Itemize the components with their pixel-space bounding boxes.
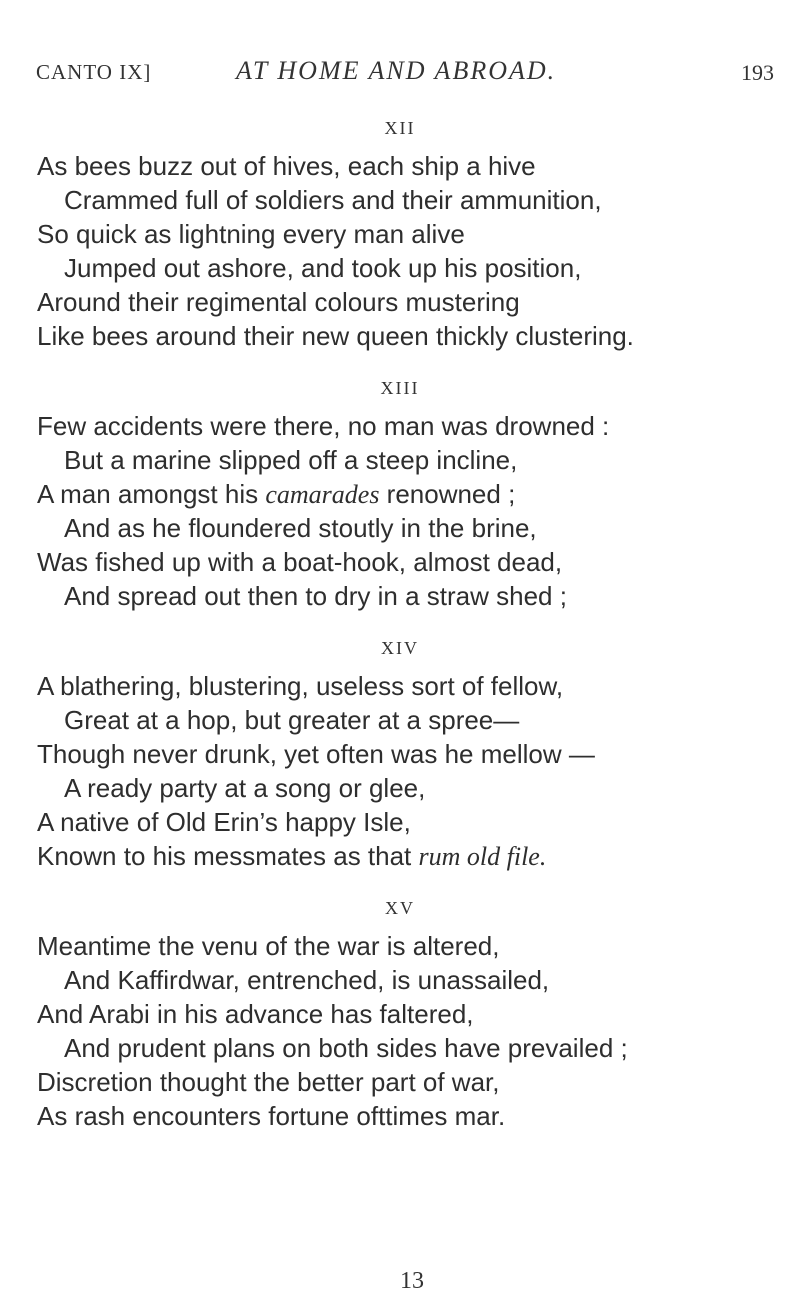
poem-line xyxy=(37,839,546,874)
stanza-number: XIII xyxy=(380,378,420,398)
poem-line: A native of Old Erin’s happy Isle, xyxy=(37,807,411,837)
italic-word: camarades xyxy=(265,480,380,509)
poem-line: Few accidents were there, no man was drowned : xyxy=(37,411,610,441)
signature-mark: 13 xyxy=(400,1268,424,1294)
line-text: renowned ; xyxy=(379,479,516,509)
poem-line: As rash encounters fortune ofttimes mar. xyxy=(37,1101,506,1131)
poem-line: And prudent plans on both sides have prevailed ; xyxy=(64,1033,628,1063)
poem-line: So quick as lightning every man alive xyxy=(37,219,465,249)
running-head-title: AT HOME AND ABROAD. xyxy=(236,56,557,85)
stanza-number: XV xyxy=(385,898,415,918)
poem-line: Though never drunk, yet often was he mellow — xyxy=(37,739,595,769)
poem-line: Jumped out ashore, and took up his position, xyxy=(64,253,582,283)
poem-line: Was fished up with a boat-hook, almost dead, xyxy=(37,547,563,577)
running-head-canto: CANTO IX] xyxy=(36,60,152,84)
page-number: 193 xyxy=(741,60,774,85)
poem-line: A ready party at a song or glee, xyxy=(64,773,426,803)
poem-line xyxy=(37,477,515,512)
stanza-number: XII xyxy=(384,118,416,138)
poem-line: Crammed full of soldiers and their ammunition, xyxy=(64,185,602,215)
poem-line: And Kaffirdwar, entrenched, is unassailed, xyxy=(64,965,550,995)
poem-line: And spread out then to dry in a straw shed ; xyxy=(64,581,567,611)
italic-phrase: rum old file. xyxy=(418,842,547,871)
poem-line: Meantime the venu of the war is altered, xyxy=(37,931,500,961)
poem-line: Great at a hop, but greater at a spree— xyxy=(64,705,520,735)
running-head xyxy=(36,56,774,92)
poem-line: As bees buzz out of hives, each ship a hive xyxy=(37,151,536,181)
poem-line: Around their regimental colours mustering xyxy=(37,287,520,317)
poem-line: Like bees around their new queen thickly clustering. xyxy=(37,321,634,351)
line-text: A man amongst his xyxy=(37,479,266,509)
poem-line: A blathering, blustering, useless sort of fellow, xyxy=(37,671,564,701)
stanza-number: XIV xyxy=(381,638,419,658)
poem-line: But a marine slipped off a steep incline, xyxy=(64,445,518,475)
poem-line: And as he floundered stoutly in the brine, xyxy=(64,513,537,543)
poem-line: And Arabi in his advance has faltered, xyxy=(37,999,474,1029)
poem-line: Discretion thought the better part of war, xyxy=(37,1067,500,1097)
line-text: Known to his messmates as that xyxy=(37,841,419,871)
